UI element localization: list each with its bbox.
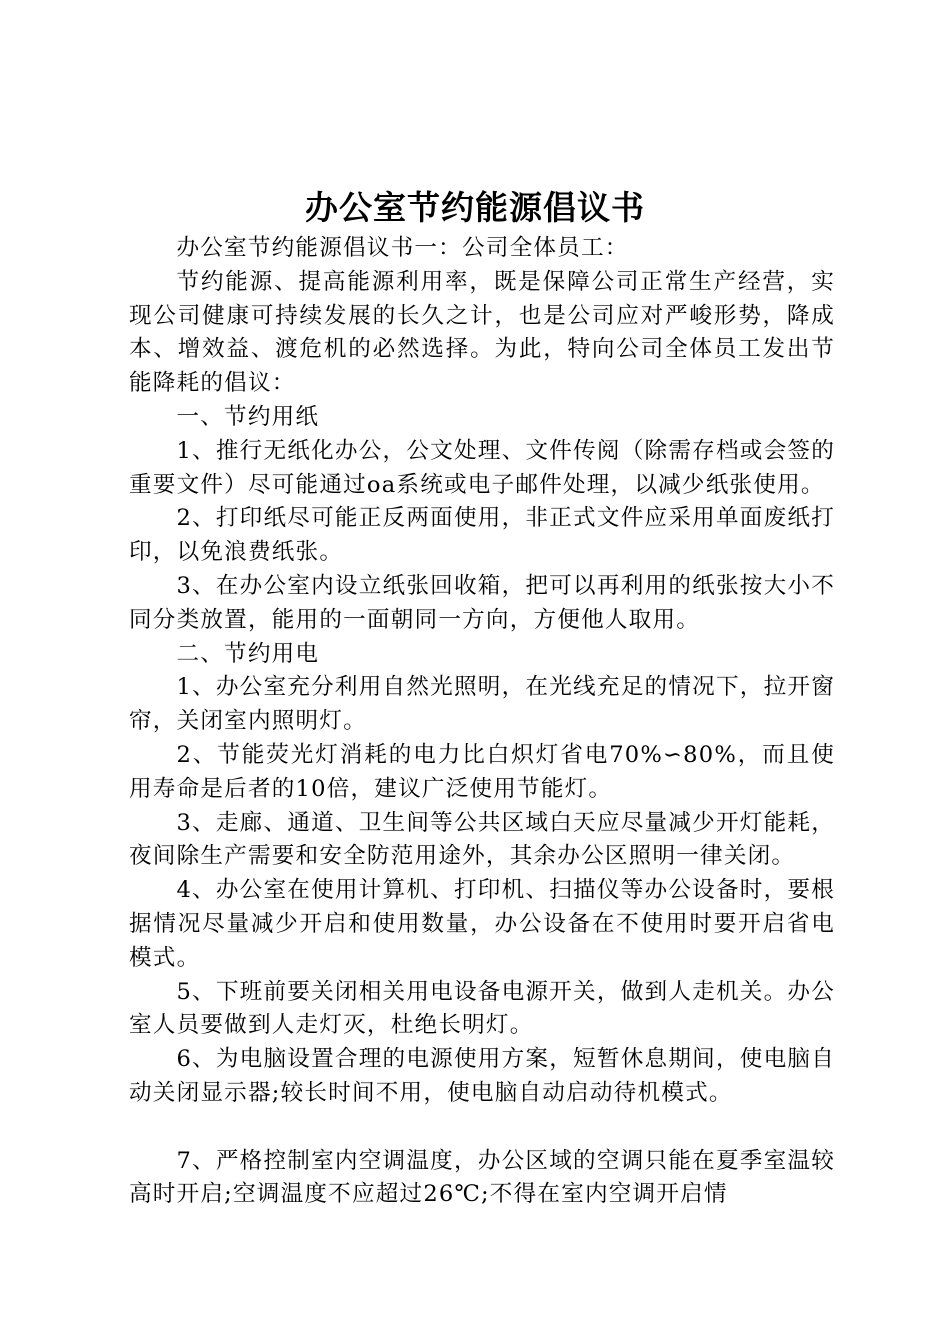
paragraph-paper-1: 1、推行无纸化办公，公文处理、文件传阅（除需存档或会签的重要文件）尽可能通过oa系统或电子邮件处理，以减少纸张使用。: [129, 437, 835, 498]
paragraph-paper-2: 2、打印纸尽可能正反两面使用，非正式文件应采用单面废纸打印，以免浪费纸张。: [129, 505, 835, 566]
document-body: [129, 232, 835, 1212]
paragraph-greeting: 办公室节约能源倡议书一：公司全体员工：: [176, 235, 629, 261]
paragraph-paper-3: 3、在办公室内设立纸张回收箱，把可以再利用的纸张按大小不同分类放置，能用的一面朝同一方向，方便他人取用。: [129, 572, 835, 633]
document-title: 办公室节约能源倡议书: [305, 188, 645, 227]
paragraph-electricity-5: 5、下班前要关闭相关用电设备电源开关，做到人走机关。办公室人员要做到人走灯灭，杜绝长明灯。: [129, 978, 835, 1039]
paragraph-electricity-1: 1、办公室充分利用自然光照明，在光线充足的情况下，拉开窗帘，关闭室内照明灯。: [129, 674, 835, 735]
section-heading-electricity: 二、节约用电: [176, 640, 320, 667]
paragraph-electricity-6: 6、为电脑设置合理的电源使用方案，短暂休息期间，使电脑自动关闭显示器;较长时间不用，使电脑自动启动待机模式。: [129, 1046, 835, 1106]
section-heading-paper: 一、节约用纸: [176, 403, 320, 430]
paragraph-electricity-3: 3、走廊、通道、卫生间等公共区域白天应尽量减少开灯能耗，夜间除生产需要和安全防范用途外，其余办公区照明一律关闭。: [129, 809, 835, 870]
paragraph-electricity-7: 7、严格控制室内空调温度，办公区域的空调只能在夏季室温较高时开启;空调温度不应超过26℃;不得在室内空调开启情: [129, 1147, 835, 1208]
paragraph-electricity-2: 2、节能荧光灯消耗的电力比白炽灯省电70%∽80%，而且使用寿命是后者的10倍，建议广泛使用节能灯。: [129, 741, 835, 802]
paragraph-electricity-4: 4、办公室在使用计算机、打印机、扫描仪等办公设备时，要根据情况尽量减少开启和使用数量，办公设备在不使用时要开启省电模式。: [129, 877, 835, 971]
paragraph-intro: 节约能源、提高能源利用率，既是保障公司正常生产经营，实现公司健康可持续发展的长久之计，也是公司应对严峻形势，降成本、增效益、渡危机的必然选择。为此，特向公司全体员工发出节能降耗的倡议：: [129, 268, 835, 397]
